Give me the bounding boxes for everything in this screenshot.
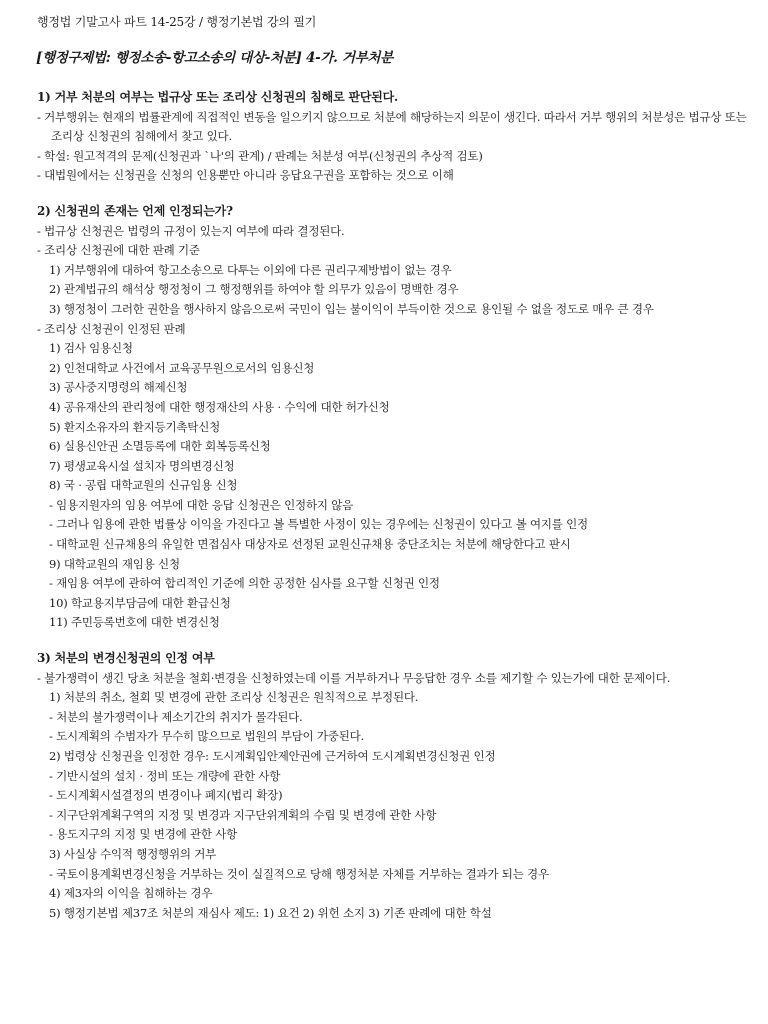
sub-list-item: 1) 거부행위에 대하여 항고소송으로 다투는 이외에 다른 권리구제방법이 없는 경우: [49, 262, 452, 277]
sub-list-item: - 재임용 여부에 관하여 합리적인 기준에 의한 공정한 심사를 요구할 신청권 인정: [49, 576, 440, 591]
sub-list-item: - 기반시설의 설치 · 정비 또는 개량에 관한 사항: [49, 768, 281, 783]
list-item: - 조리상 신청권이 인정된 판례: [37, 321, 186, 336]
sub-list-item: 6) 실용신안권 소멸등록에 대한 회복등록신청: [49, 439, 271, 454]
list-item: - 대법원에서는 신청권을 신청의 인용뿐만 아니라 응답요구권을 포함하는 것으로 이해: [37, 168, 454, 183]
sub-list-item: - 임용지원자의 임용 여부에 대한 응답 신청권은 인정하지 않음: [49, 497, 354, 512]
sub-list-item: 2) 법령상 신청권을 인정한 경우: 도시계획입안제안권에 근거하여 도시계획변경신청권 인정: [49, 749, 496, 763]
document-title: [행정구제법: 행정소송-항고소송의 대상-처분] 4-가. 거부처분: [36, 50, 393, 66]
document-header: 행정법 기말고사 파트 14-25강 / 행정기본법 강의 필기: [37, 15, 317, 29]
section-heading: 2) 신청권의 존재는 언제 인정되는가?: [37, 203, 233, 218]
sub-list-item: - 지구단위계획구역의 지정 및 변경과 지구단위계획의 수립 및 변경에 관한 사항: [49, 807, 437, 822]
sub-list-item: - 용도지구의 지정 및 변경에 관한 사항: [49, 827, 238, 842]
document-body: [37, 88, 747, 923]
section-2: [37, 202, 737, 633]
list-item: - 법규상 신청권은 법령의 규정이 있는지 여부에 따라 결정된다.: [37, 223, 345, 238]
sub-list-item: 4) 공유재산의 관리청에 대한 행정재산의 사용 · 수익에 대한 허가신청: [49, 399, 390, 414]
section-heading: 3) 처분의 변경신청권의 인정 여부: [37, 651, 215, 666]
sub-list-item: 9) 대학교원의 재임용 신청: [49, 556, 180, 571]
sub-list-item: 2) 인천대학교 사건에서 교육공무원으로서의 임용신청: [49, 360, 315, 375]
sub-list-item: - 그러나 임용에 관한 법률상 이익을 가진다고 볼 특별한 사정이 있는 경우에는 신청권이 있다고 볼 여지를 인정: [49, 517, 588, 532]
list-item: - 조리상 신청권에 대한 판례 기준: [37, 243, 200, 258]
sub-list-item: - 대학교원 신규채용의 유일한 면접심사 대상자로 선정된 교원신규채용 중단조치는 처분에 해당한다고 판시: [49, 537, 571, 552]
sub-list-item: - 국토이용계획변경신청을 거부하는 것이 실질적으로 당해 행정처분 자체를 거부하는 결과가 되는 경우: [49, 866, 549, 881]
sub-list-item: - 처분의 불가쟁력이나 제소기간의 취지가 몰각된다.: [49, 709, 303, 724]
section-1: [37, 88, 747, 186]
sub-list-item: 4) 제3자의 이익을 침해하는 경우: [49, 886, 213, 901]
list-item: - 거부행위는 현재의 법률관계에 직접적인 변동을 일으키지 않으므로 처분에 해당하는지 의문이 생긴다. 따라서 거부 행위의 처분성은 법규상 또는 조리상 신청권의 침해에서 찾고 있다.: [37, 109, 747, 144]
sub-list-item: 3) 행정청이 그러한 권한을 행사하지 않음으로써 국민이 입는 불이익이 부득이한 것으로 용인될 수 없을 정도로 매우 큰 경우: [49, 301, 654, 316]
sub-list-item: 5) 행정기본법 제37조 처분의 재심사 제도: 1) 요건 2) 위헌 소지 3) 기존 판례에 대한 학설: [49, 905, 492, 920]
sub-list-item: 10) 학교용지부담금에 대한 환급신청: [49, 595, 231, 610]
sub-list-item: 8) 국 · 공립 대학교원의 신규임용 신청: [49, 478, 238, 493]
section-3: [37, 649, 737, 923]
section-heading: 1) 거부 처분의 여부는 법규상 또는 조리상 신청권의 침해로 판단된다.: [37, 90, 398, 104]
sub-list-item: 3) 공사중지명령의 해제신청: [49, 380, 188, 395]
sub-list-item: 1) 검사 임용신청: [49, 341, 133, 356]
sub-list-item: 11) 주민등록번호에 대한 변경신청: [49, 615, 220, 630]
sub-list-item: 3) 사실상 수익적 행정행위의 거부: [49, 846, 217, 861]
sub-list-item: 5) 환지소유자의 환지등기촉탁신청: [49, 419, 221, 434]
list-item: - 불가쟁력이 생긴 당초 처분을 철회·변경을 신청하였는데 이를 거부하거나 무응답한 경우 소를 제기할 수 있는가에 대한 문제이다.: [37, 670, 671, 685]
sub-list-item: - 도시계획의 수범자가 무수히 많으므로 법원의 부담이 가중된다.: [49, 729, 364, 744]
sub-list-item: - 도시계획시설결정의 변경이나 폐지(법리 확장): [49, 788, 283, 803]
sub-list-item: 1) 처분의 취소, 철회 및 변경에 관한 조리상 신청권은 원칙적으로 부정된다.: [49, 690, 419, 705]
sub-list-item: 7) 평생교육시설 설치자 명의변경신청: [49, 458, 235, 473]
list-item: - 학설: 원고적격의 문제(신청권과 `나'의 관계) / 판례는 처분성 여부(신청권의 추상적 검토): [37, 148, 483, 163]
sub-list-item: 2) 관계법규의 해석상 행정청이 그 행정행위를 하여야 할 의무가 있음이 명백한 경우: [49, 282, 459, 297]
